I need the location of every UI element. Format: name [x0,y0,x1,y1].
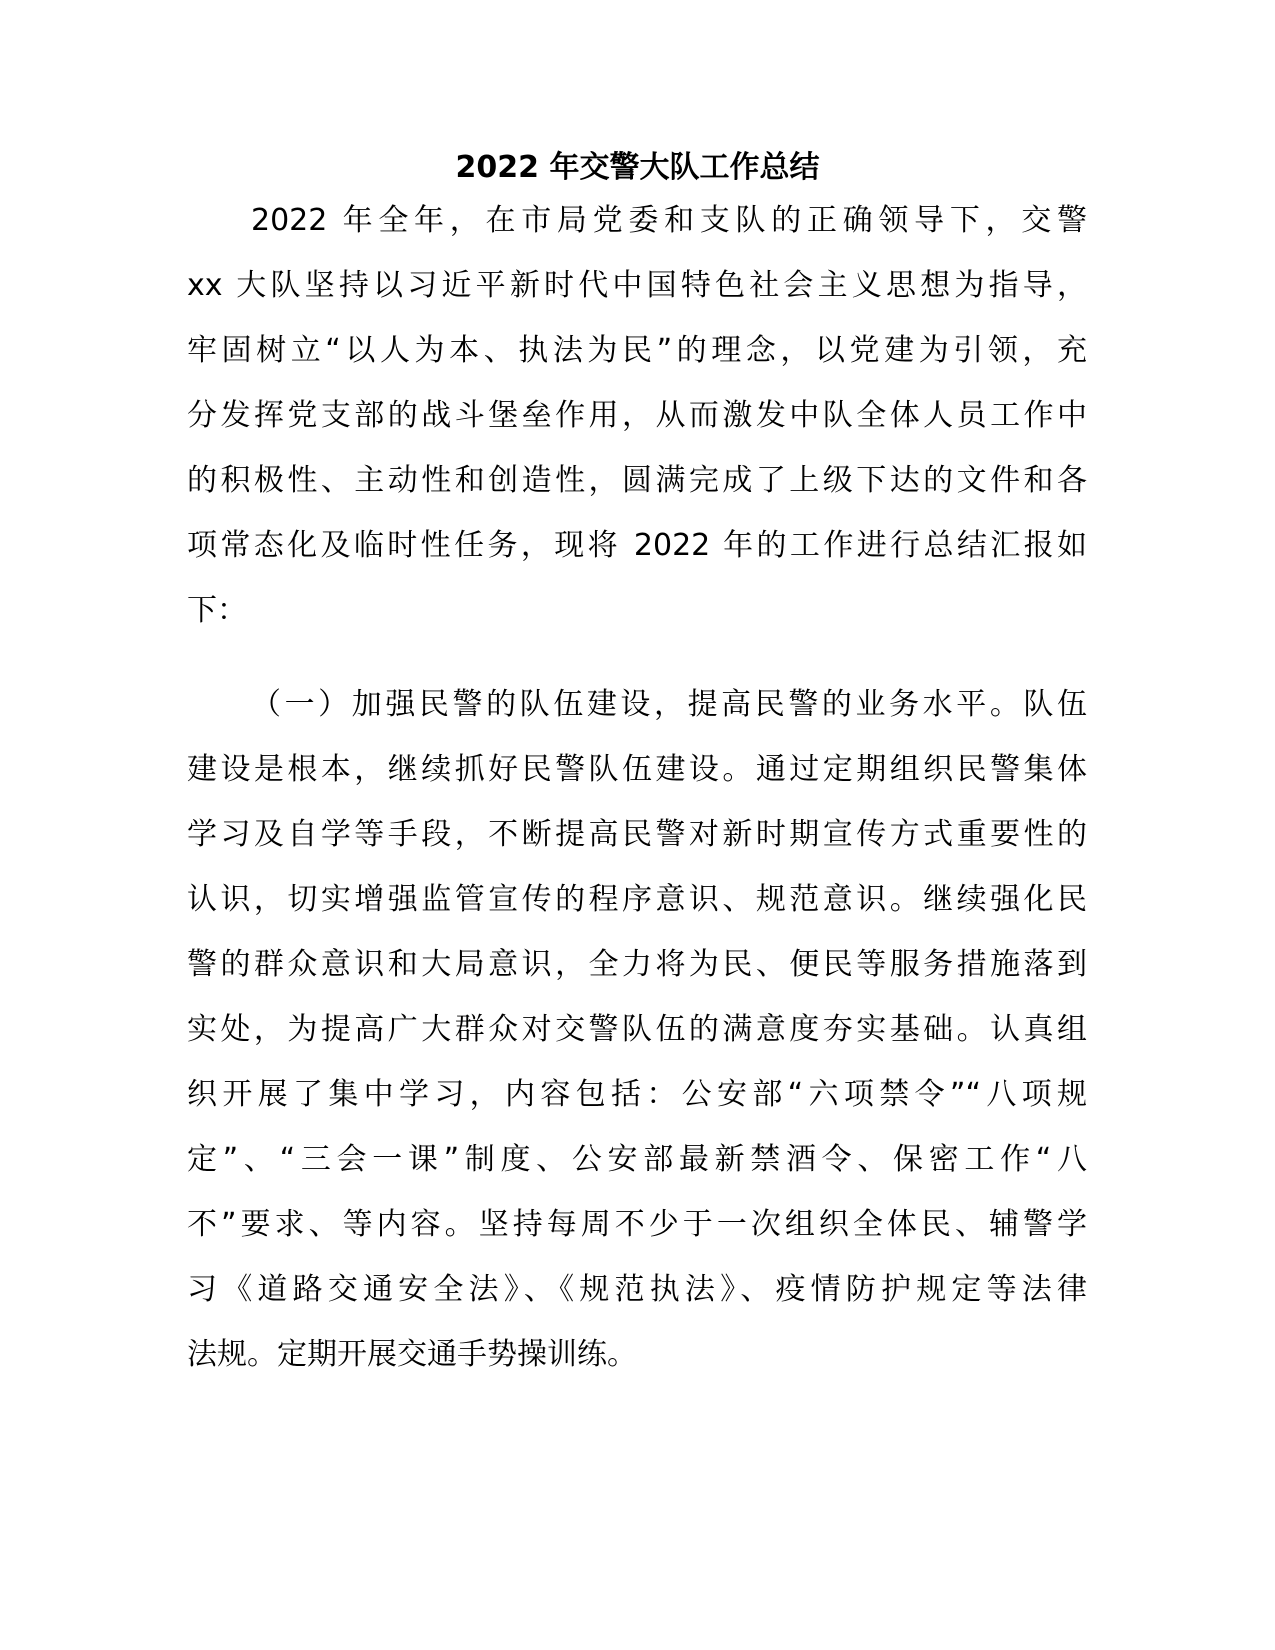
paragraph-section-1 [187,672,1087,1387]
paragraph-line: 学习及自学等手段，不断提高民警对新时期宣传方式重要性的 [187,817,1087,852]
paragraph-line: 的积极性、主动性和创造性，圆满完成了上级下达的文件和各 [187,463,1087,498]
paragraph-line: 定”、“三会一课”制度、公安部最新禁酒令、保密工作“八 [187,1142,1087,1177]
paragraph-line: 织开展了集中学习，内容包括：公安部“六项禁令”“八项规 [187,1077,1087,1112]
paragraph-line: 法规。定期开展交通手势操训练。 [187,1337,637,1372]
paragraph-line: 实处，为提高广大群众对交警队伍的满意度夯实基础。认真组 [187,1012,1087,1047]
paragraph-line: xx 大队坚持以习近平新时代中国特色社会主义思想为指导， [187,268,1087,303]
paragraph-line: 2022 年全年，在市局党委和支队的正确领导下，交警 [251,203,1087,238]
document-title: 2022 年交警大队工作总结 [455,150,820,185]
paragraph-line: 牢固树立“以人为本、执法为民”的理念，以党建为引领，充 [187,333,1087,368]
paragraph-line: 分发挥党支部的战斗堡垒作用，从而激发中队全体人员工作中 [187,398,1087,433]
paragraph-line: 下： [187,593,247,628]
paragraph-line: 不”要求、等内容。坚持每周不少于一次组织全体民、辅警学 [187,1207,1087,1242]
paragraph-line: 习《道路交通安全法》、《规范执法》、疫情防护规定等法律 [187,1272,1087,1307]
paragraph-line: 警的群众意识和大局意识，全力将为民、便民等服务措施落到 [187,947,1087,982]
paragraph-line: 认识，切实增强监管宣传的程序意识、规范意识。继续强化民 [187,882,1087,917]
paragraph-intro [187,188,1087,643]
paragraph-line: 项常态化及临时性任务，现将 2022 年的工作进行总结汇报如 [187,528,1087,563]
paragraph-line: （一）加强民警的队伍建设，提高民警的业务水平。队伍 [251,687,1087,722]
paragraph-line: 建设是根本，继续抓好民警队伍建设。通过定期组织民警集体 [187,752,1087,787]
